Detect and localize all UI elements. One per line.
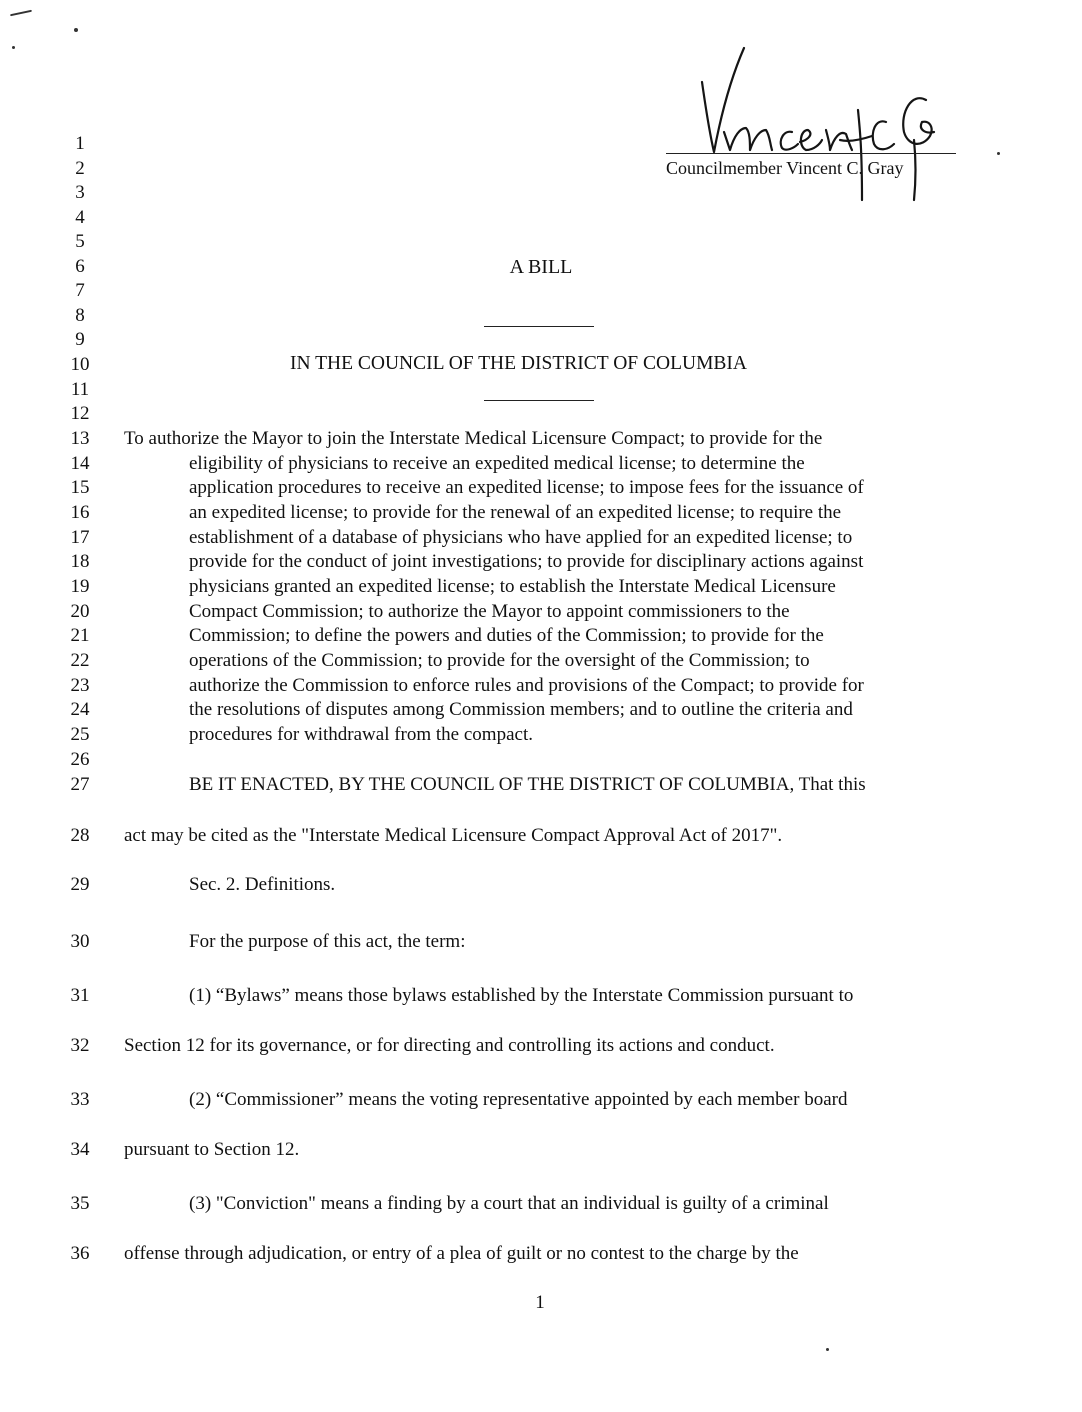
body-line: (1) “Bylaws” means those bylaws established by the Interstate Commission pursuant to [189,985,854,1006]
scan-speck [74,28,78,32]
title-line: provide for the conduct of joint investigations; to provide for disciplinary actions against [189,551,864,572]
line-number: 34 [70,1139,90,1160]
line-number: 18 [70,551,90,572]
line-number: 22 [70,650,90,671]
body-line: Section 12 for its governance, or for directing and controlling its actions and conduct. [124,1035,775,1056]
line-number: 17 [70,527,90,548]
title-line: eligibility of physicians to receive an expedited medical license; to determine the [189,453,805,474]
line-number: 14 [70,453,90,474]
line-number: 3 [75,182,85,203]
title-line: establishment of a database of physicians who have applied for an expedited license; to [189,527,853,548]
scan-speck [997,152,1000,155]
line-number: 32 [70,1035,90,1056]
line-number: 21 [70,625,90,646]
line-number: 12 [70,403,90,424]
signature-line [666,153,956,154]
line-number: 30 [70,931,90,952]
line-number: 36 [70,1243,90,1264]
line-number: 24 [70,699,90,720]
line-number: 25 [70,724,90,745]
line-number: 27 [70,774,90,795]
title-line: To authorize the Mayor to join the Interstate Medical Licensure Compact; to provide for the [124,428,823,449]
line-number: 23 [70,675,90,696]
line-number: 19 [70,576,90,597]
line-number: 15 [70,477,90,498]
line-number: 1 [75,133,85,154]
page-number: 1 [535,1292,545,1313]
handwritten-signature [690,40,960,210]
body-line: (3) "Conviction" means a finding by a court that an individual is guilty of a criminal [189,1193,829,1214]
title-line: procedures for withdrawal from the compact. [189,724,533,745]
bill-heading: A BILL [509,256,573,278]
line-number: 8 [75,305,85,326]
council-heading: IN THE COUNCIL OF THE DISTRICT OF COLUMBIA [290,353,748,374]
body-line: (2) “Commissioner” means the voting representative appointed by each member board [189,1089,848,1110]
title-line: physicians granted an expedited license; to establish the Interstate Medical Licensure [189,576,836,597]
line-number: 9 [75,329,85,350]
body-line: BE IT ENACTED, BY THE COUNCIL OF THE DISTRICT OF COLUMBIA, That this [189,774,866,795]
body-line: For the purpose of this act, the term: [189,931,466,952]
line-number: 33 [70,1089,90,1110]
title-line: operations of the Commission; to provide for the oversight of the Commission; to [189,650,810,671]
scan-speck [10,10,32,17]
body-line: act may be cited as the "Interstate Medical Licensure Compact Approval Act of 2017". [124,825,783,846]
line-number: 4 [75,207,85,228]
line-number: 10 [70,354,90,375]
line-number: 20 [70,601,90,622]
heading-rule-bottom [484,400,594,401]
section-heading: Sec. 2. Definitions. [189,874,336,895]
line-number: 2 [75,158,85,179]
signature-caption: Councilmember Vincent C. Gray [666,158,904,178]
heading-rule-top [484,326,594,327]
title-line: the resolutions of disputes among Commission members; and to outline the criteria and [189,699,853,720]
scan-speck [826,1348,829,1351]
title-line: application procedures to receive an expedited license; to impose fees for the issuance of [189,477,864,498]
line-number: 11 [70,379,90,400]
title-line: Commission; to define the powers and duties of the Commission; to provide for the [189,625,824,646]
line-number: 28 [70,825,90,846]
line-number: 31 [70,985,90,1006]
scan-speck [12,46,15,49]
title-line: authorize the Commission to enforce rules and provisions of the Compact; to provide for [189,675,864,696]
line-number: 35 [70,1193,90,1214]
line-number: 7 [75,280,85,301]
body-line: offense through adjudication, or entry of a plea of guilt or no contest to the charge by the [124,1243,799,1264]
line-number: 16 [70,502,90,523]
line-number: 5 [75,231,85,252]
title-line: an expedited license; to provide for the renewal of an expedited license; to require the [189,502,842,523]
line-number: 29 [70,874,90,895]
body-line: pursuant to Section 12. [124,1139,300,1160]
line-number: 26 [70,749,90,770]
line-number: 6 [75,256,85,277]
title-line: Compact Commission; to authorize the Mayor to appoint commissioners to the [189,601,790,622]
line-number: 13 [70,428,90,449]
